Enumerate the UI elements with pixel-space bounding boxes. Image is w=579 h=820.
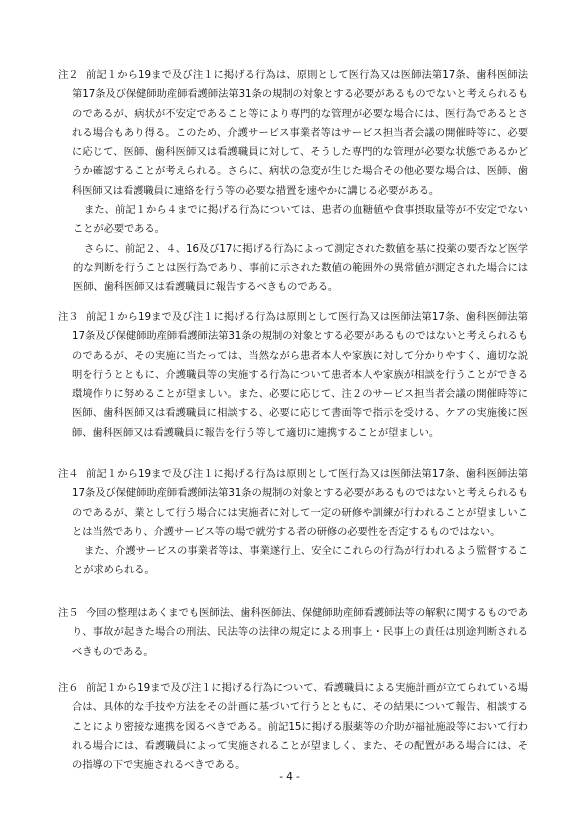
note-6-paragraph-1: 前記１から19まで及び注１に掲げる行為について、看護職員による実施計画が立てられている場合は、具体的な手技や方法をその計画に基づいて行うとともに、その結果について報告、相談することにより密接な連携を図るべきである。前記15に掲げる服薬等の介助が福祉施設等において行われる場合には、看護職員によって実施されることが望ましく、また、その配置がある場合には、その指導の下で実施されるべきである。 [72, 682, 528, 772]
note-2-body [73, 66, 528, 298]
note-6 [58, 679, 528, 775]
note-3 [58, 308, 528, 443]
page-number: - 4 - [279, 771, 300, 783]
note-5 [58, 604, 528, 662]
note-3-body [73, 308, 528, 443]
note-3-paragraph-1: 前記１から19まで及び注１に掲げる行為は原則として医行為又は医師法第17条、歯科医師法第17条及び保健師助産師看護師法第31条の規制の対象とする必要があるものではないと考えられるものであるが、その実施に当たっては、当然ながら患者本人や家族に対して分かりやすく、適切な説明を行うとともに、介護職員等の実施する行為について患者本人や家族が相談を行うことができる環境作りに努めることが望ましい。また、必要に応じて、注２のサービス担当者会議の開催時等に医師、歯科医師又は看護職員に相談する、必要に応じて書面等で指示を受ける、ケアの実施後に医師、歯科医師又は看護職員に報告を行う等して適切に連携することが望ましい。 [72, 311, 528, 439]
note-6-label: 注６ [58, 682, 79, 694]
note-4-label: 注４ [58, 468, 79, 480]
note-4-paragraph-2: また、介護サービスの事業者等は、事業遂行上、安全にこれらの行為が行われるよう監督することが求められる。 [73, 545, 528, 577]
note-5-body [73, 604, 528, 662]
note-2 [58, 66, 528, 298]
note-5-paragraph-1: 今回の整理はあくまでも医師法、歯科医師法、保健師助産師看護師法等の解釈に関するものであり、事故が起きた場合の刑法、民法等の法律の規定による刑事上・民事上の責任は別途判断されるべきものである。 [72, 607, 528, 658]
note-4-body [73, 465, 528, 581]
note-2-label: 注２ [58, 69, 79, 81]
note-6-body [73, 679, 528, 775]
note-5-label: 注５ [58, 607, 79, 619]
note-3-label: 注３ [58, 311, 79, 323]
note-4-paragraph-1: 前記１から19まで及び注１に掲げる行為は原則として医行為又は医師法第17条、歯科医師法第17条及び保健師助産師看護師法第31条の規制の対象とする必要があるものではないと考えられるものであるが、業として行う場合には実施者に対して一定の研修や訓練が行われることが望ましいことは当然であり、介護サービス等の場で就労する者の研修の必要性を否定するものではない。 [72, 468, 528, 538]
note-4 [58, 465, 528, 581]
note-2-paragraph-3: さらに、前記２、４、16及び17に掲げる行為によって測定された数値を基に投薬の要否など医学的な判断を行うことは医行為であり、事前に示された数値の範囲外の異常値が測定された場合には医師、歯科医師又は看護職員に報告するべきものである。 [73, 242, 528, 294]
note-2-paragraph-1: 前記１から19まで及び注１に掲げる行為は、原則として医行為又は医師法第17条、歯科医師法第17条及び保健師助産師看護師法第31条の規制の対象とする必要があるものでないと考えられるものであるが、病状が不安定であること等により専門的な管理が必要な場合には、医行為であるとされる場合もあり得る。このため、介護サービス事業者等はサービス担当者会議の開催時等に、必要に応じて、医師、歯科医師又は看護職員に対して、そうした専門的な管理が必要な状態であるかどうか確認することが考えられる。さらに、病状の急変が生じた場合その他必要な場合は、医師、歯科医師又は看護職員に連絡を行う等の必要な措置を速やかに講じる必要がある。 [72, 69, 528, 197]
note-2-paragraph-2: また、前記１から４までに掲げる行為については、患者の血糖値や食事摂取量等が不安定でないことが必要である。 [73, 204, 528, 236]
